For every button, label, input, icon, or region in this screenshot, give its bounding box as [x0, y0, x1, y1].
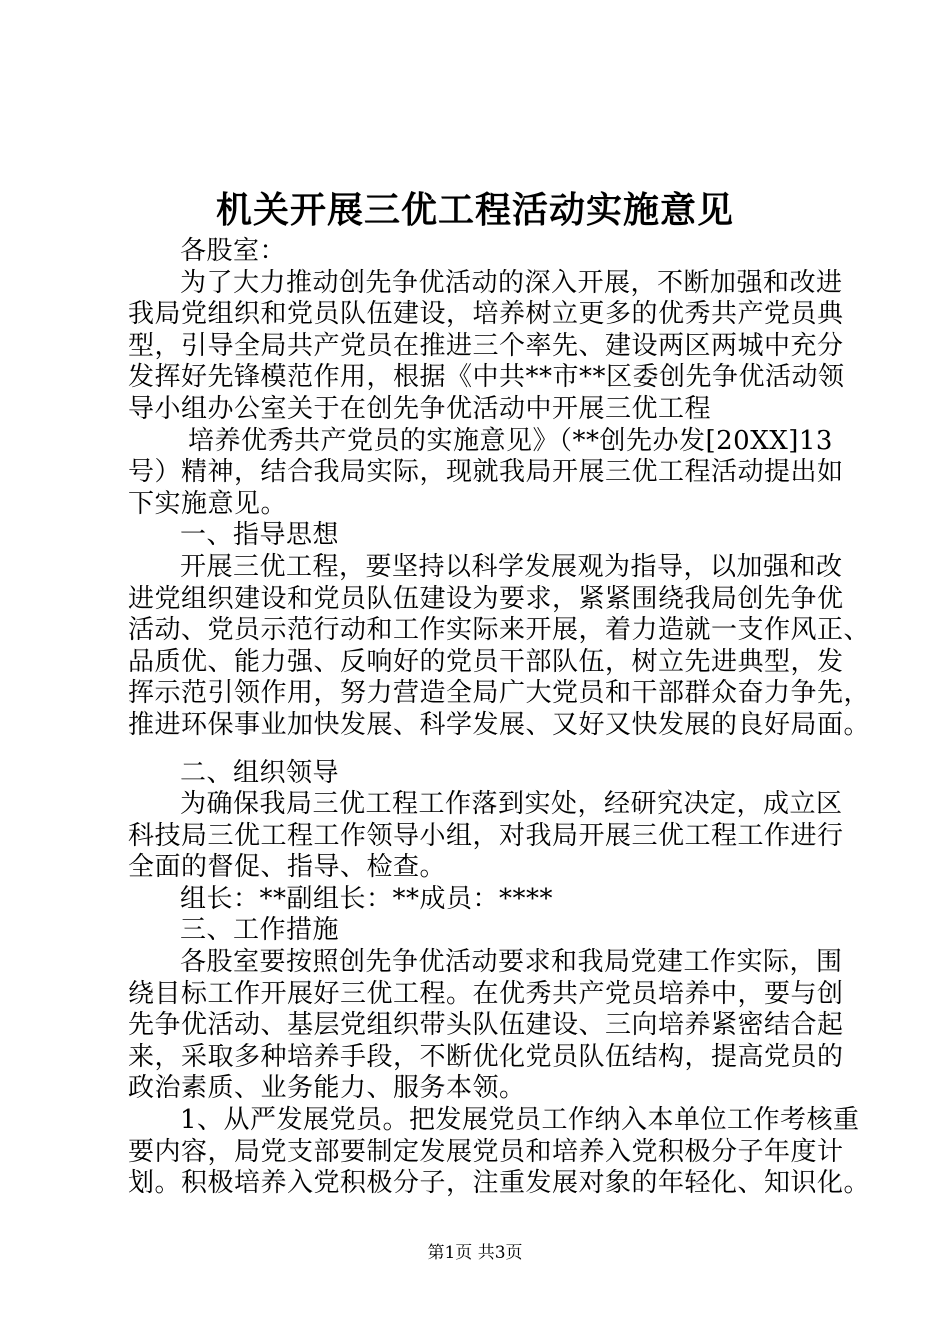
body-line: 我局党组织和党员队伍建设，培养树立更多的优秀共产党员典: [128, 299, 844, 330]
body-line: 全面的督促、指导、检查。: [128, 852, 447, 883]
body-line: 推进环保事业加快发展、科学发展、又好又快发展的良好局面。: [128, 709, 871, 740]
body-line: 科技局三优工程工作领导小组，对我局开展三优工程工作进行: [128, 820, 844, 851]
body-line: 品质优、能力强、反响好的党员干部队伍，树立先进典型，发: [128, 646, 844, 677]
body-line: 号）精神，结合我局实际，现就我局开展三优工程活动提出如: [128, 457, 844, 488]
body-line: 各股室：: [180, 236, 287, 266]
body-line: 二、组织领导: [180, 757, 340, 788]
body-line: 导小组办公室关于在创先争优活动中开展三优工程: [128, 393, 712, 424]
body-line: 为了大力推动创先争优活动的深入开展，不断加强和改进: [180, 267, 843, 298]
body-line: 为确保我局三优工程工作落到实处，经研究决定，成立区: [180, 789, 843, 820]
body-line: 活动、党员示范行动和工作实际来开展，着力造就一支作风正、: [128, 615, 871, 646]
body-line: 要内容，局党支部要制定发展党员和培养入党积极分子年度计: [128, 1136, 844, 1167]
body-line: 型，引导全局共产党员在推进三个率先、建设两区两城中充分: [128, 330, 844, 361]
body-line: 开展三优工程，要坚持以科学发展观为指导，以加强和改: [180, 551, 843, 582]
paragraph-gap: [128, 742, 828, 758]
body-line: 发挥好先锋模范作用，根据《中共**市**区委创先争优活动领: [128, 362, 845, 393]
document-body: [128, 236, 871, 1200]
page-footer: 第1页 共3页: [427, 1243, 523, 1263]
body-line: 一、指导思想: [180, 520, 340, 551]
body-line: 政治素质、业务能力、服务本领。: [128, 1073, 526, 1104]
body-line: 三、工作措施: [180, 915, 340, 946]
body-line: 1、从严发展党员。把发展党员工作纳入本单位工作考核重: [180, 1105, 860, 1136]
body-line: 绕目标工作开展好三优工程。在优秀共产党员培养中，要与创: [128, 978, 844, 1009]
body-line: 进党组织建设和党员队伍建设为要求，紧紧围绕我局创先争优: [128, 583, 844, 614]
body-line: 划。积极培养入党积极分子，注重发展对象的年轻化、知识化。: [128, 1168, 871, 1199]
body-line: 来，采取多种培养手段，不断优化党员队伍结构，提高党员的: [128, 1041, 844, 1072]
body-line: 挥示范引领作用，努力营造全局广大党员和干部群众奋力争先，: [128, 678, 871, 709]
body-line: 各股室要按照创先争优活动要求和我局党建工作实际，围: [180, 947, 843, 978]
body-line: 培养优秀共产党员的实施意见》（**创先办发[20XX]13: [188, 425, 833, 456]
body-line: 组长：**副组长：**成员：****: [180, 883, 554, 914]
body-line: 下实施意见。: [128, 488, 288, 519]
body-line: 先争优活动、基层党组织带头队伍建设、三向培养紧密结合起: [128, 1010, 844, 1041]
document-title: 机关开展三优工程活动实施意见: [215, 189, 734, 231]
